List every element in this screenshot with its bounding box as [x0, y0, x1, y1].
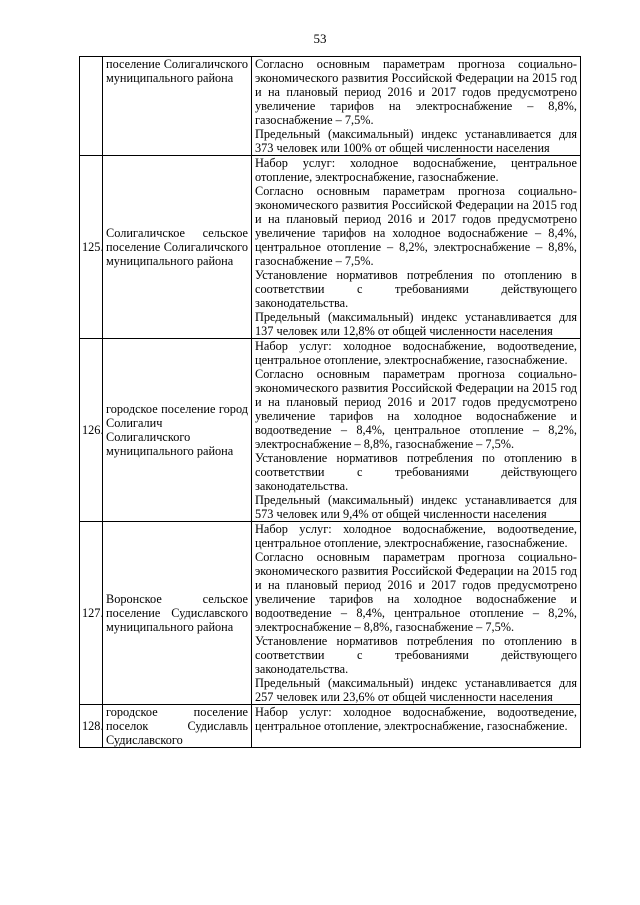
table-row	[80, 339, 581, 522]
tariff-description	[252, 339, 581, 522]
row-number: 126.	[80, 339, 103, 522]
row-number	[80, 57, 103, 156]
tariff-description	[252, 705, 581, 748]
description-paragraph: Набор услуг: холодное водоснабжение, водоотведение, центральное отопление, электроснабжение, газоснабжение.	[255, 339, 577, 367]
municipality-name: Воронское сельское поселение Судиславского муниципального района	[103, 522, 252, 705]
tariff-description	[252, 522, 581, 705]
tariff-description	[252, 156, 581, 339]
description-paragraph: Предельный (максимальный) индекс устанавливается для 373 человек или 100% от общей численности населения	[255, 127, 577, 155]
table-row	[80, 522, 581, 705]
municipality-name: поселение Солигаличского муниципального района	[103, 57, 252, 156]
table-row	[80, 156, 581, 339]
municipality-name: городское поселение поселок Судиславль Судиславского	[103, 705, 252, 748]
description-paragraph: Согласно основным параметрам прогноза социально-экономического развития Российской Федерации на 2015 год и на плановый период 2016 и 2017 годов предусмотрено увеличение тарифов на холодное водоснабжение и водоотведение – 8,4%, центральное отопление – 8,2%, электроснабжение – 8,8%, газоснабжение – 7,5%.	[255, 367, 577, 451]
tariff-table	[79, 56, 581, 748]
description-paragraph: Набор услуг: холодное водоснабжение, водоотведение, центральное отопление, электроснабжение, газоснабжение.	[255, 522, 577, 550]
description-paragraph: Предельный (максимальный) индекс устанавливается для 137 человек или 12,8% от общей численности населения	[255, 310, 577, 338]
description-paragraph: Предельный (максимальный) индекс устанавливается для 257 человек или 23,6% от общей численности населения	[255, 676, 577, 704]
table-row	[80, 57, 581, 156]
tariff-description	[252, 57, 581, 156]
description-paragraph: Согласно основным параметрам прогноза социально-экономического развития Российской Федерации на 2015 год и на плановый период 2016 и 2017 годов предусмотрено увеличение тарифов на электроснабжение – 8,8%, газоснабжение – 7,5%.	[255, 57, 577, 127]
description-paragraph: Набор услуг: холодное водоснабжение, центральное отопление, электроснабжение, газоснабжение.	[255, 156, 577, 184]
description-paragraph: Установление нормативов потребления по отоплению в соответствии с требованиями действующего законодательства.	[255, 268, 577, 310]
description-paragraph: Набор услуг: холодное водоснабжение, водоотведение, центральное отопление, электроснабжение, газоснабжение.	[255, 705, 577, 733]
description-paragraph: Согласно основным параметрам прогноза социально-экономического развития Российской Федерации на 2015 год и на плановый период 2016 и 2017 годов предусмотрено увеличение тарифов на холодное водоснабжение и водоотведение – 8,4%, центральное отопление – 8,2%, электроснабжение – 8,8%, газоснабжение – 7,5%.	[255, 550, 577, 634]
table-row	[80, 705, 581, 748]
row-number: 125.	[80, 156, 103, 339]
page-number: 53	[313, 31, 327, 46]
description-paragraph: Установление нормативов потребления по отоплению в соответствии с требованиями действующего законодательства.	[255, 634, 577, 676]
description-paragraph: Согласно основным параметрам прогноза социально-экономического развития Российской Федерации на 2015 год и на плановый период 2016 и 2017 годов предусмотрено увеличение тарифов на холодное водоснабжение – 8,4%, центральное отопление – 8,2%, электроснабжение – 8,8%, газоснабжение – 7,5%.	[255, 184, 577, 268]
description-paragraph: Предельный (максимальный) индекс устанавливается для 573 человек или 9,4% от общей численности населения	[255, 493, 577, 521]
description-paragraph: Установление нормативов потребления по отоплению в соответствии с требованиями действующего законодательства.	[255, 451, 577, 493]
municipality-name: городское поселение город Солигалич Солигаличского муниципального района	[103, 339, 252, 522]
row-number: 128.	[80, 705, 103, 748]
row-number: 127.	[80, 522, 103, 705]
municipality-name: Солигаличское сельское поселение Солигаличского муниципального района	[103, 156, 252, 339]
